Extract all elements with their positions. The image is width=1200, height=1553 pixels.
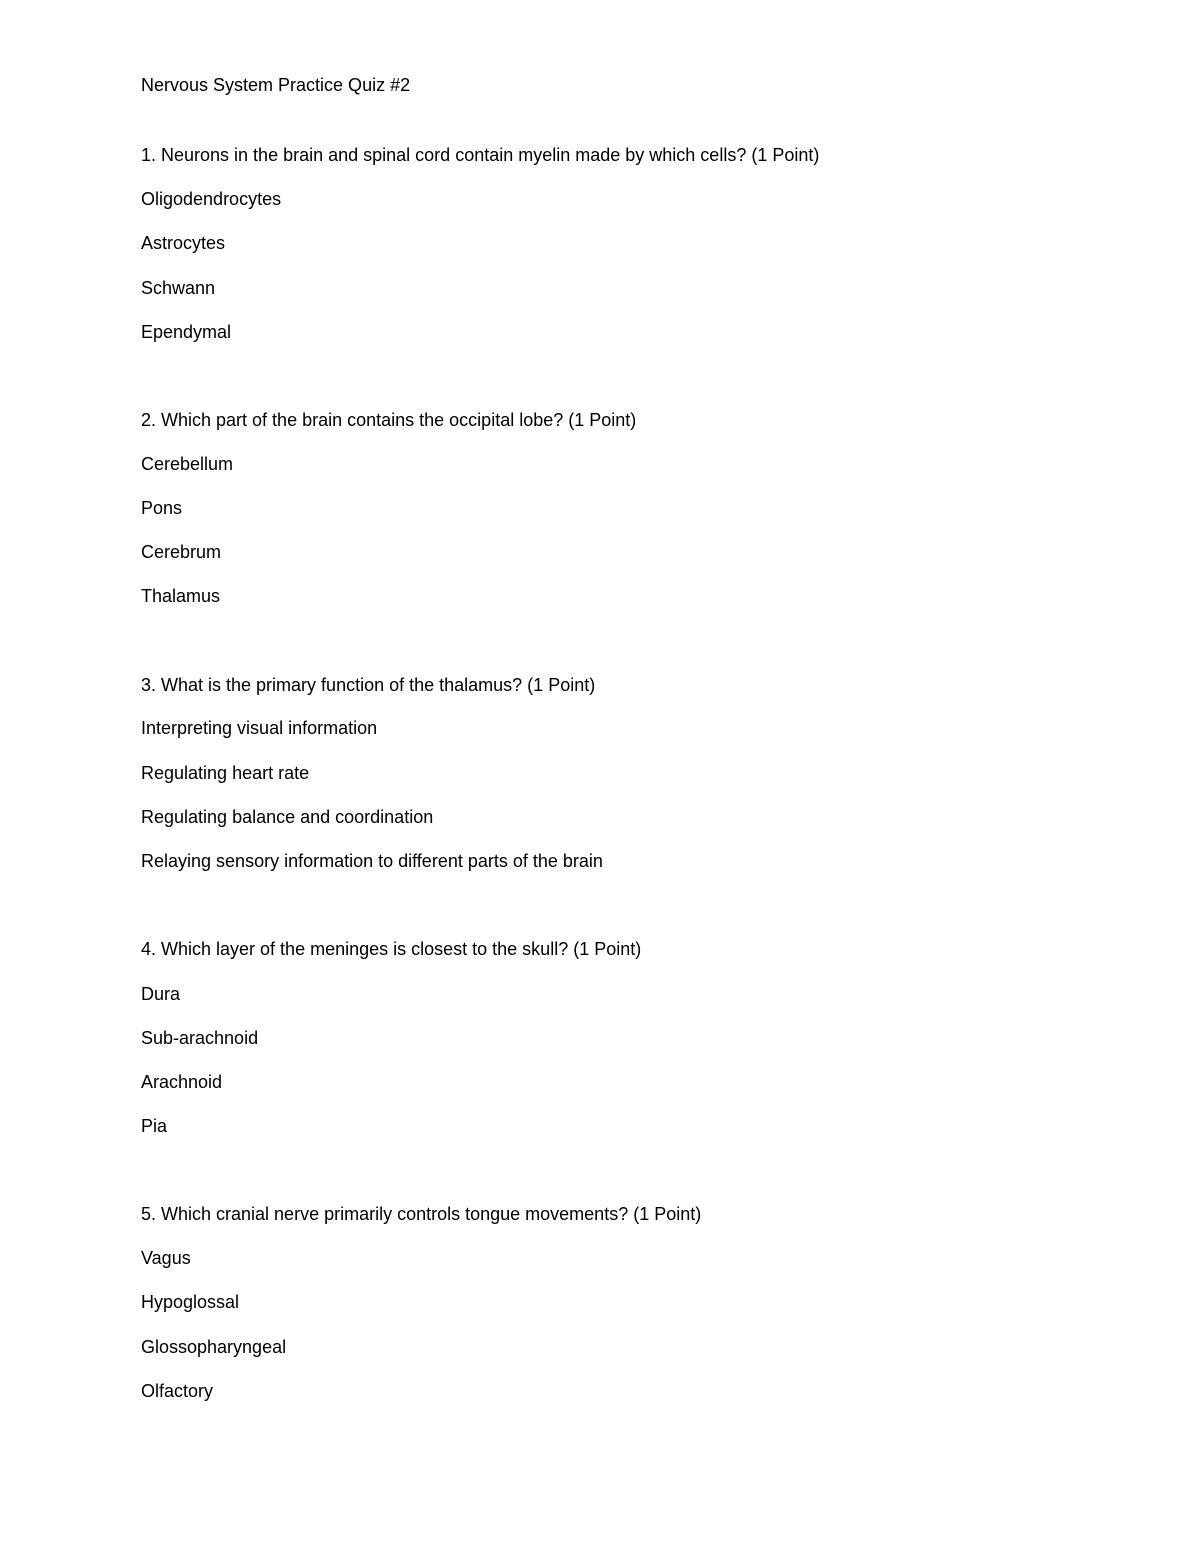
question-2-option-3: Cerebrum — [141, 542, 222, 562]
question-3-prompt: 3. What is the primary function of the thalamus? (1 Point) — [141, 675, 596, 695]
question-4-option-3: Arachnoid — [141, 1072, 223, 1092]
question-4-prompt: 4. Which layer of the meninges is closest to the skull? (1 Point) — [141, 939, 642, 959]
question-1-option-4: Ependymal — [141, 322, 232, 342]
question-3-option-3: Regulating balance and coordination — [141, 807, 434, 827]
question-2-option-2: Pons — [141, 498, 183, 518]
question-1-prompt: 1. Neurons in the brain and spinal cord contain myelin made by which cells? (1 Point) — [141, 145, 820, 165]
question-5-option-4: Olfactory — [141, 1381, 214, 1401]
question-4-option-2: Sub-arachnoid — [141, 1028, 259, 1048]
question-1-option-1: Oligodendrocytes — [141, 189, 282, 209]
question-4-option-1: Dura — [141, 984, 181, 1004]
question-3-option-1: Interpreting visual information — [141, 718, 378, 738]
question-2-prompt: 2. Which part of the brain contains the occipital lobe? (1 Point) — [141, 410, 637, 430]
question-2-option-4: Thalamus — [141, 586, 221, 606]
question-5-option-2: Hypoglossal — [141, 1292, 240, 1312]
question-4-option-4: Pia — [141, 1116, 168, 1136]
question-1-option-2: Astrocytes — [141, 233, 226, 253]
question-1-option-3: Schwann — [141, 278, 216, 298]
question-2-option-1: Cerebellum — [141, 454, 234, 474]
question-5-prompt: 5. Which cranial nerve primarily controls tongue movements? (1 Point) — [141, 1204, 702, 1224]
document-title: Nervous System Practice Quiz #2 — [141, 75, 411, 95]
question-3-option-2: Regulating heart rate — [141, 763, 310, 783]
question-3-option-4: Relaying sensory information to different parts of the brain — [141, 851, 603, 871]
question-5-option-1: Vagus — [141, 1248, 191, 1268]
question-5-option-3: Glossopharyngeal — [141, 1337, 287, 1357]
